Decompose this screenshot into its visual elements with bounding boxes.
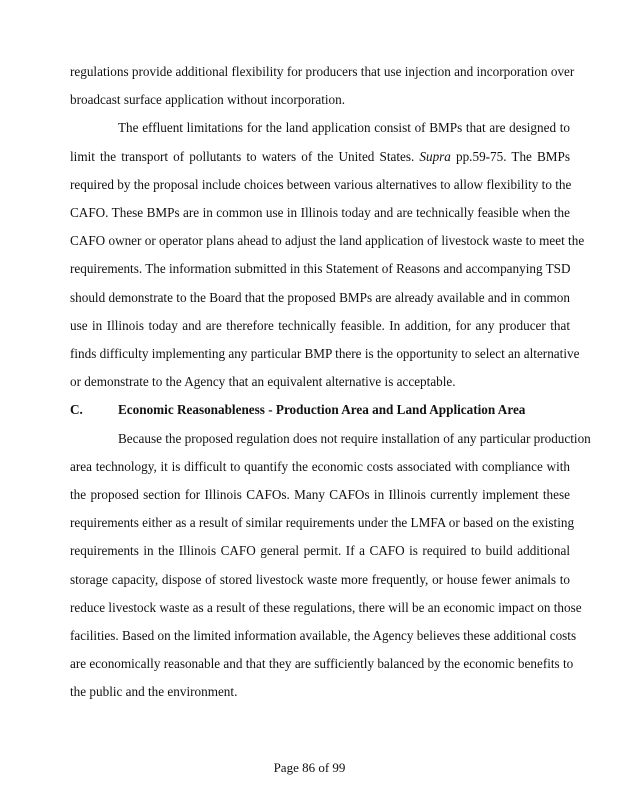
text-line: requirements either as a result of similar requirements under the LMFA or based on the existing: [70, 515, 575, 531]
text-line: or demonstrate to the Agency that an equivalent alternative is acceptable.: [70, 374, 456, 390]
text-line: are economically reasonable and that they are sufficiently balanced by the economic benefits to: [70, 656, 574, 672]
text-line: requirements. The information submitted in this Statement of Reasons and accompanying TSD: [70, 261, 571, 277]
text-line: area technology, it is difficult to quantify the economic costs associated with compliance with: [70, 458, 570, 474]
text-line: storage capacity, dispose of stored livestock waste more frequently, or house fewer animals to: [70, 571, 570, 587]
text-line: should demonstrate to the Board that the proposed BMPs are already available and in common: [70, 289, 570, 305]
text-line: regulations provide additional flexibility for producers that use injection and incorporation over: [70, 64, 575, 79]
text-line: the public and the environment.: [70, 684, 238, 700]
text-line: facilities. Based on the limited information available, the Agency believes these additional costs: [70, 628, 577, 643]
text-line: CAFO. These BMPs are in common use in Illinois today and are technically feasible when the: [70, 205, 570, 220]
text-line: reduce livestock waste as a result of these regulations, there will be an economic impact on those: [70, 599, 582, 615]
citation: Supra: [419, 148, 451, 164]
section-label: C.: [70, 402, 83, 418]
text-line: finds difficulty implementing any particular BMP there is the opportunity to select an alternative: [70, 346, 580, 361]
text-line: limit the transport of pollutants to waters of the United States. Supra pp.59-75. The BMPs: [70, 148, 570, 164]
text-line: use in Illinois today and are therefore technically feasible. In addition, for any producer that: [70, 317, 570, 333]
text-line: Because the proposed regulation does not require installation of any particular production: [118, 430, 591, 446]
text-line: required by the proposal include choices between various alternatives to allow flexibility to the: [70, 176, 572, 192]
text-line: broadcast surface application without incorporation.: [70, 92, 346, 108]
page-number: Page 86 of 99: [273, 760, 346, 775]
text-line: CAFO owner or operator plans ahead to adjust the land application of livestock waste to meet the: [70, 233, 585, 249]
section-title: Economic Reasonableness - Production Area and Land Application Area: [118, 402, 526, 418]
section-heading: [70, 402, 570, 418]
text-line: the proposed section for Illinois CAFOs. Many CAFOs in Illinois currently implement these: [70, 487, 570, 502]
text-line: requirements in the Illinois CAFO general permit. If a CAFO is required to build additional: [70, 543, 570, 559]
text-line: The effluent limitations for the land application consist of BMPs that are designed to: [118, 120, 570, 136]
